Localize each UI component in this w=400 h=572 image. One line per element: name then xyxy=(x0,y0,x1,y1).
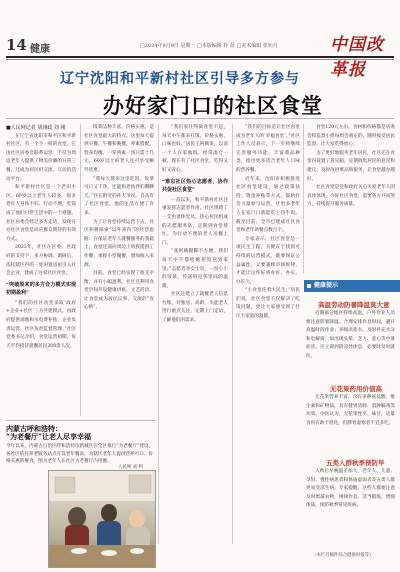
photo-story-subtitle: “为老餐厅”让老人尽享幸福 xyxy=(6,432,92,441)
sidebar-item-0-text: 近期部分地区持续高温，户外作业人员要注意防暑降温。合理安排作息时间，避开高温时段作业；多喝淡盐水，及时补充水分和电解质；如出现头晕、乏力、恶心等中暑症状，应立即到阴凉处休息，必要时及时就医。 xyxy=(306,311,395,359)
article-subhead: “突破原来的多方合力模式实现初期盈利” xyxy=(6,281,76,297)
article-column-3 xyxy=(162,124,228,544)
sidebar-title: 健康提示 xyxy=(314,282,339,289)
article-paragraph: 专家表示，社区食堂是一项民生工程，关键在于找到可持续的运营模式。既要保证公益属性，又要兼顾市场规律，才能让这件好事办好、办实、办长久。 xyxy=(236,236,300,285)
photo-story-title: 内蒙古呼和浩特： xyxy=(6,424,62,433)
headline-rule xyxy=(6,118,394,119)
article-paragraph: 社区还建立了就餐老人信息台账，对独居、高龄、失能老人进行重点关注，定期上门走访，了解他们的需求。 xyxy=(162,292,228,324)
article-paragraph: 近年来，沈阳市积极推进社区食堂建设，通过政策扶持、资金补贴等方式，鼓励社会力量参与运营，让更多老年人在家门口就能吃上热乎饭。截至目前，全市已建成社区食堂和老年助餐点数百个。 xyxy=(236,176,300,234)
photo-scene xyxy=(49,471,155,567)
article-paragraph: “我们的目标是让社区食堂成为老年人的‘幸福食堂’。”社区工作人员表示，下一步将继续完善服务功能，丰富菜品种类，推出更多适合老年人口味的营养餐。 xyxy=(236,125,300,173)
newspaper-logo: 中国改革报 xyxy=(330,35,384,80)
photo-story-caption: 今年以来，内蒙古自治区呼和浩特市新城区在全区推行“为老餐厅”建设，各社区依托养老服务站点开设老年餐桌，为辖区老年人提供营养可口、价格实惠的餐食。图为老年人在社区为老餐厅内用餐。 xyxy=(6,444,154,464)
article-paragraph: 目前，食堂已经实现了收支平衡，并有小幅盈利。社区还利用食堂空间开设健康讲座、文艺活动，让食堂成为居民议事、交流的“连心桥”。 xyxy=(84,271,154,311)
article-paragraph: 2023年，社区在区委、区政府的支持下，多方协调、调研后，依托辖区内的一处闲置房屋引入社会企业，建成了这家社区食堂。 xyxy=(6,245,76,277)
article-column-2 xyxy=(84,124,154,416)
article-kicker: 辽宁沈阳和平新村社区引导多方参与 xyxy=(60,71,300,87)
sidebar-item-1-head: 无花果药用价值高 xyxy=(330,385,382,393)
column-divider xyxy=(158,124,159,544)
article-paragraph: 饭菜品种丰富、价格实惠，是社区食堂最大的特点。这里每天提供早餐、午餐和晚餐，荤素搭配，营养均衡。一荤两素一汤只需十几元，60岁以上的老人还可享受额外优惠。 xyxy=(84,125,154,173)
article-paragraph: 为了让食堂持续运营下去，社区积极探索“以外养内”的经营思路：在保证老年人就餐服务的基础上，食堂还面向周边上班族提供工作餐，承接小型聚餐，增加收入来源。 xyxy=(84,219,154,268)
article-byline: ■人民网记者 胡翊政 刘 刚 xyxy=(6,125,66,131)
article-headline: 办好家门口的社区食堂 xyxy=(103,93,323,118)
article-column-5 xyxy=(307,124,395,274)
photo-story-caption-block xyxy=(6,424,156,466)
photo-elderly-dining xyxy=(48,470,156,568)
sidebar-header xyxy=(304,280,400,292)
article-paragraph: “小食堂连着大民生。”居民们说，社区食堂不仅解决了吃饭问题，更让大家感受到了社区大家庭的温暖。 xyxy=(236,288,300,320)
article-paragraph: 食堂120元左右。食材和价格都是居委会和监督小组每周会商定的，随时接受居民监督，让大家吃得放心。 xyxy=(307,125,395,148)
dateline: □2024年9月9日 星期一 □本版编辑 朴 蓓 □美术编辑 张钊月 xyxy=(140,43,278,49)
page-number: 14 xyxy=(6,36,27,54)
column-divider xyxy=(232,124,233,544)
article-subhead: “难忘社区热心志愿者，协作共促社区食堂” xyxy=(162,178,228,194)
sidebar-item-2-head: 五类人群秋季预防早 xyxy=(326,459,385,467)
article-paragraph: “我们的社区食堂采取‘政府+企业+社区’三方共建模式，由政府提供场地和水电费补贴，企业负责运营，社区负责监督管理。”社区党委书记介绍，食堂运营初期，每天平均接待就餐居民200余人次。 xyxy=(6,300,76,349)
article-paragraph: “张阿姨腿脚不方便，我们每天中午都给她把饭送到家里。”志愿者李女士说，一份小小的饭菜，传递的是邻里间的温暖。 xyxy=(162,249,228,289)
article-paragraph: “我每天都来这里吃饭，饭菜可口又干净，还能和老伙伴们聊聊天。”住在附近的孙大爷说。自从有了社区食堂，他的生活方便了许多。 xyxy=(84,176,154,216)
article-paragraph: 在辽宁省沈阳市和平区和平新村社区，有一个不一样的食堂。它由社区居委会联系运营，不仅为周边老年人提供了物美价廉的日常三餐，还成为居民们交流、互动的活动平台。 xyxy=(6,133,76,182)
article-paragraph: 为了更好地服务老年居民，社区还在食堂内设置了意见箱，定期收集居民的意见和建议，及时改进菜品和服务，让食堂越办越好。 xyxy=(307,150,395,182)
sidebar-item-0-head: 高温劳动防暑降温莫大意 xyxy=(318,301,390,309)
header-rule xyxy=(6,56,394,58)
header-rule-thin xyxy=(6,59,394,60)
article-column-1 xyxy=(6,124,76,416)
sidebar-item-1-text: 无花果营养丰富，含有多种氨基酸、维生素和矿物质，具有健胃清肠、消肿解毒等功效。中医认为，无花果性平、味甘，适量食用有助于消化，但脾胃虚寒者不宜多吃。 xyxy=(306,395,395,426)
sidebar-source: （本栏目稿件综合健康时报等） xyxy=(312,553,374,558)
article-paragraph: 和平新村社区是一个老旧小区，60岁以上老年人较多。很多老年人身体不好、行动不便，吃饭成了他们日常生活中的一个难题。社区居委会经过多方走访，发现开办社区食堂是回应群众期待的有效方式。 xyxy=(6,185,76,242)
article-column-4 xyxy=(236,124,300,544)
article-paragraph: 社区食堂是党和政府关心关爱老年人的具体体现，办好社区食堂，需要各方共同努力，持续提升服务质量。 xyxy=(307,185,395,208)
section-title: 健康 xyxy=(30,44,50,55)
sidebar-item-2-text: 入秋后早晚温差加大，老年人、儿童、孕妇、慢性病患者和体质虚弱者等五类人群更易受凉生病。专家提醒，这些人群要注意及时增减衣物，规律作息，适当锻炼，增强体质，预防秋季常见疾病。 xyxy=(306,469,395,509)
column-divider xyxy=(303,124,304,274)
photo-story-rule xyxy=(6,420,156,421)
article-paragraph: “我们家住得离食堂不远，每天中午都来打饭，价格实惠、口味也好。”居民王阿姨说，以前一个人在家做饭，经常凑合一顿，现在有了社区食堂，吃得又好又省心。 xyxy=(162,125,228,173)
photo-credit: 人民网 刘 利 xyxy=(118,465,143,470)
column-divider xyxy=(80,124,81,416)
article-paragraph: 一直以来，和平新村社区注重发挥志愿者作用。社区组建了一支由退休党员、热心居民组成的志愿服务队，定期到食堂帮忙，为行动不便的老人送餐上门。 xyxy=(162,197,228,246)
